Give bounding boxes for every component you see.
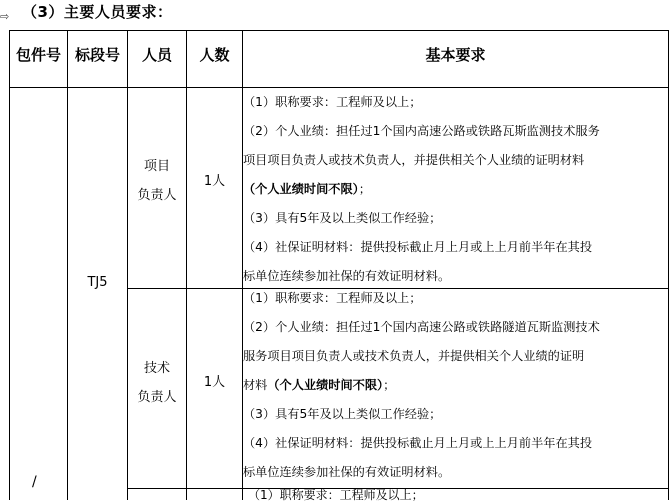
requirements-text: [243, 88, 667, 291]
requirements-text: [243, 284, 667, 487]
section-title: （3）主要人员要求：: [22, 3, 173, 21]
headcount: 1人: [203, 174, 226, 189]
role-line-1: 技术: [143, 361, 170, 376]
package-value: /: [32, 474, 37, 490]
requirement-line: 服务项目项目负责人或技术负责人，并提供相关个人业绩的证明: [243, 349, 585, 363]
requirement-line: （2）个人业绩：担任过1个国内高速公路或铁路瓦斯监测技术服务: [243, 124, 600, 138]
requirement-line: 项目项目负责人或技术负责人，并提供相关个人业绩的证明材料: [243, 153, 585, 167]
header-section-no: 标段号: [74, 46, 120, 64]
role-line-2: 负责人: [137, 188, 177, 203]
header-requirements: 基本要求: [425, 46, 486, 64]
requirement-line: 标单位连续参加社保的有效证明材料。: [243, 465, 451, 479]
requirement-emphasis: （个人业绩时间不限）: [243, 182, 359, 196]
header-count: 人数: [199, 46, 230, 64]
requirement-line: 标单位连续参加社保的有效证明材料。: [243, 269, 451, 283]
requirement-line: （4）社保证明材料：提供投标截止月上月或上上月前半年在其投: [243, 240, 593, 254]
requirement-line: 材料: [243, 378, 268, 392]
requirement-line: ；: [383, 378, 396, 392]
requirement-line: （4）社保证明材料：提供投标截止月上月或上上月前半年在其投: [243, 436, 593, 450]
role-line-1: 项目: [143, 159, 170, 174]
requirement-line: （2）个人业绩：担任过1个国内高速公路或铁路隧道瓦斯监测技术: [243, 320, 600, 334]
requirement-line: （3）具有5年及以上类似工作经验；: [243, 407, 442, 421]
requirement-emphasis: （个人业绩时间不限）: [267, 378, 384, 392]
requirement-line: （1）职称要求：工程师及以上；: [243, 95, 422, 109]
requirement-line: （1）职称要求：工程师及以上；: [243, 291, 422, 305]
role-line-2: 负责人: [137, 390, 177, 405]
header-package: 包件号: [15, 46, 61, 64]
cut-off-row-text: （1）职称要求：工程师及以上；: [248, 488, 424, 502]
requirement-line: ；: [358, 182, 371, 196]
requirement-line: （3）具有5年及以上类似工作经验；: [243, 211, 442, 225]
header-personnel: 人员: [141, 46, 172, 64]
paragraph-mark-icon: ⇨: [0, 10, 10, 23]
headcount: 1人: [203, 375, 226, 390]
section-value: TJ5: [87, 275, 108, 290]
